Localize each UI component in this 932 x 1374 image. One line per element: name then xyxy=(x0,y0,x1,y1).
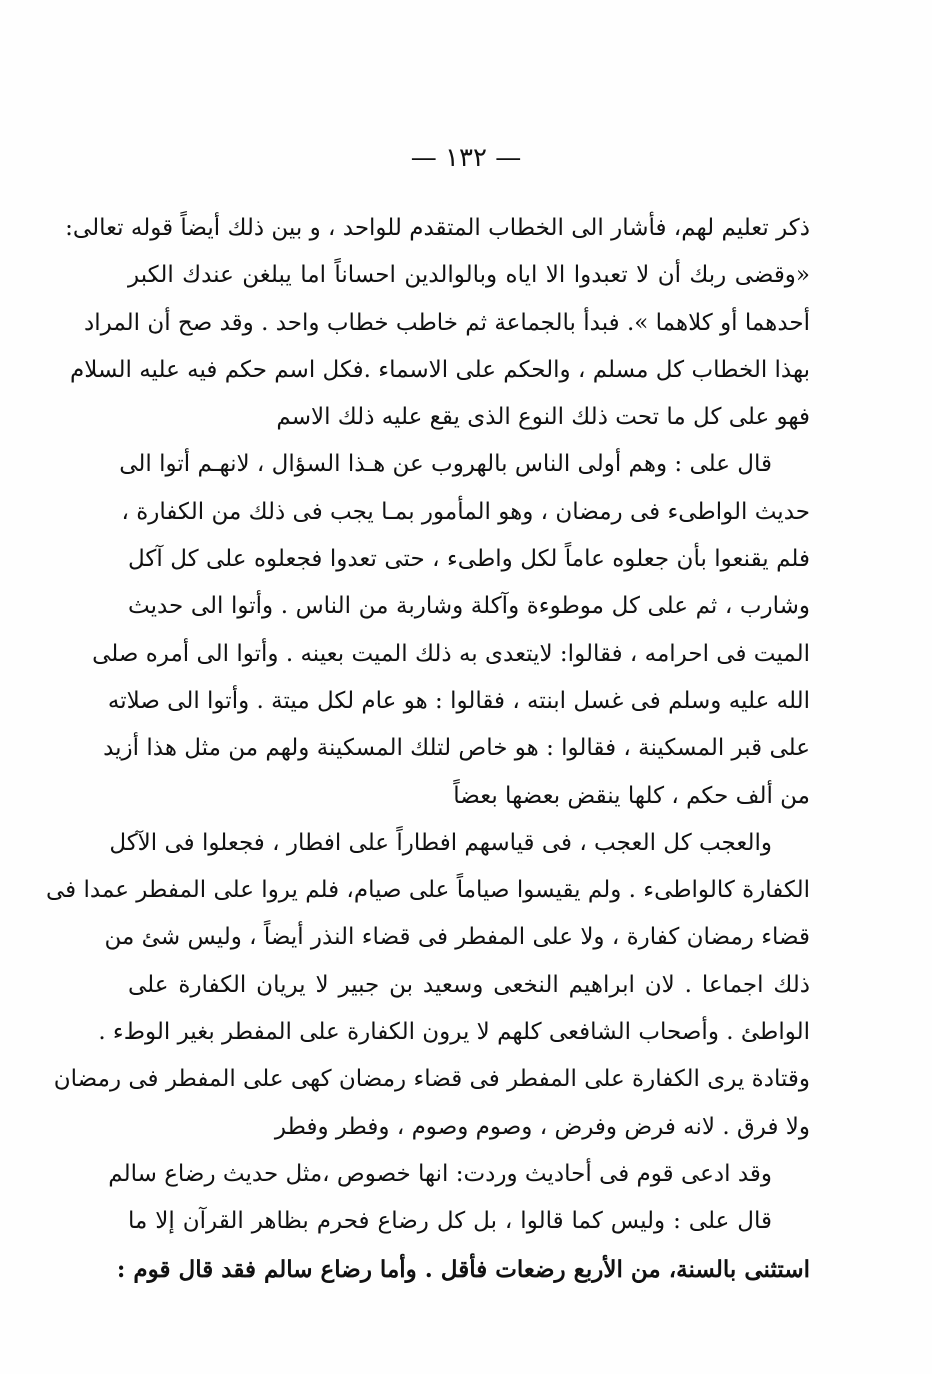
text-line: الكفارة كالواطىء . ولم يقيسوا صياماً على صيام، فلم يروا على المفطر عمدا فى xyxy=(46,877,810,904)
body-text xyxy=(46,205,810,1293)
text-line: قضاء رمضان كفارة ، ولا على المفطر فى قضاء النذر أيضاً ، وليس شئ من xyxy=(104,924,810,951)
text-line: قال على : وليس كما قالوا ، بل كل رضاع فحرم بظاهر القرآن إلا ما xyxy=(128,1208,772,1235)
text-line: وقتادة يرى الكفارة على المفطر فى قضاء رمضان كهى على المفطر فى رمضان xyxy=(53,1066,810,1093)
text-line: حديث الواطىء فى رمضان ، وهو المأمور بمـا يجب فى ذلك من الكفارة ، xyxy=(121,498,810,525)
text-line: استثنى بالسنة، من الأربع رضعات فأقل . وأما رضاع سالم فقد قال قوم : xyxy=(116,1255,810,1283)
text-line: ذكر تعليم لهم، فأشار الى الخطاب المتقدم للواحد ، و بين ذلك أيضاً قوله تعالى: xyxy=(65,215,810,241)
text-line: من ألف حكم ، كلها ينقض بعضها بعضاً xyxy=(453,782,810,809)
text-line: «وقضى ربك أن لا تعبدوا الا اياه وبالوالدين احساناً اما يبلغن عندك الكبر xyxy=(128,262,810,289)
text-line: وقد ادعى قوم فى أحاديث وردت: انها خصوص ،مثل حديث رضاع سالم xyxy=(108,1160,772,1187)
text-line: وشارب ، ثم على كل موطوءة وآكلة وشاربة من الناس . وأتوا الى حديث xyxy=(128,593,810,620)
text-line: الميت فى احرامه ، فقالوا: لايتعدى به ذلك الميت بعينه . وأتوا الى أمره صلى xyxy=(92,640,810,667)
text-line: أحدهما أو كلاهما ». فبدأ بالجماعة ثم خاطب خطاب واحد . وقد صح أن المراد xyxy=(84,309,810,336)
text-line: فهو على كل ما تحت ذلك النوع الذى يقع عليه ذلك الاسم xyxy=(276,404,810,431)
text-line: والعجب كل العجب ، فى قياسهم افطاراً على افطار ، فجعلوا فى الآكل xyxy=(109,829,772,856)
text-line: بهذا الخطاب كل مسلم ، والحكم على الاسماء .فكل اسم حكم فيه عليه السلام xyxy=(70,356,810,383)
page-number: — ١٣٢ — xyxy=(410,143,522,173)
text-line: قال على : وهم أولى الناس بالهروب عن هـذا السؤال ، لانهـم أتوا الى xyxy=(119,451,772,478)
text-line: الواطئ . وأصحاب الشافعى كلهم لا يرون الكفارة على المفطر بغير الوطء . xyxy=(98,1019,810,1046)
text-line: فلم يقنعوا بأن جعلوه عاماً لكل واطىء ، حتى تعدوا فجعلوه على كل آكل xyxy=(128,546,810,573)
text-line: الله عليه وسلم فى غسل ابنته ، فقالوا : هو عام لكل ميتة . وأتوا الى صلاته xyxy=(107,687,810,714)
text-line: ذلك اجماعا . لان ابراهيم النخعى وسعيد بن جبير لا يريان الكفارة على xyxy=(128,971,810,998)
text-line: ولا فرق . لانه فرض وفرض ، وصوم وصوم ، وفطر وفطر xyxy=(274,1113,810,1140)
text-line: على قبر المسكينة ، فقالوا : هو خاص لتلك المسكينة ولهم من مثل هذا أزيد xyxy=(103,735,810,762)
